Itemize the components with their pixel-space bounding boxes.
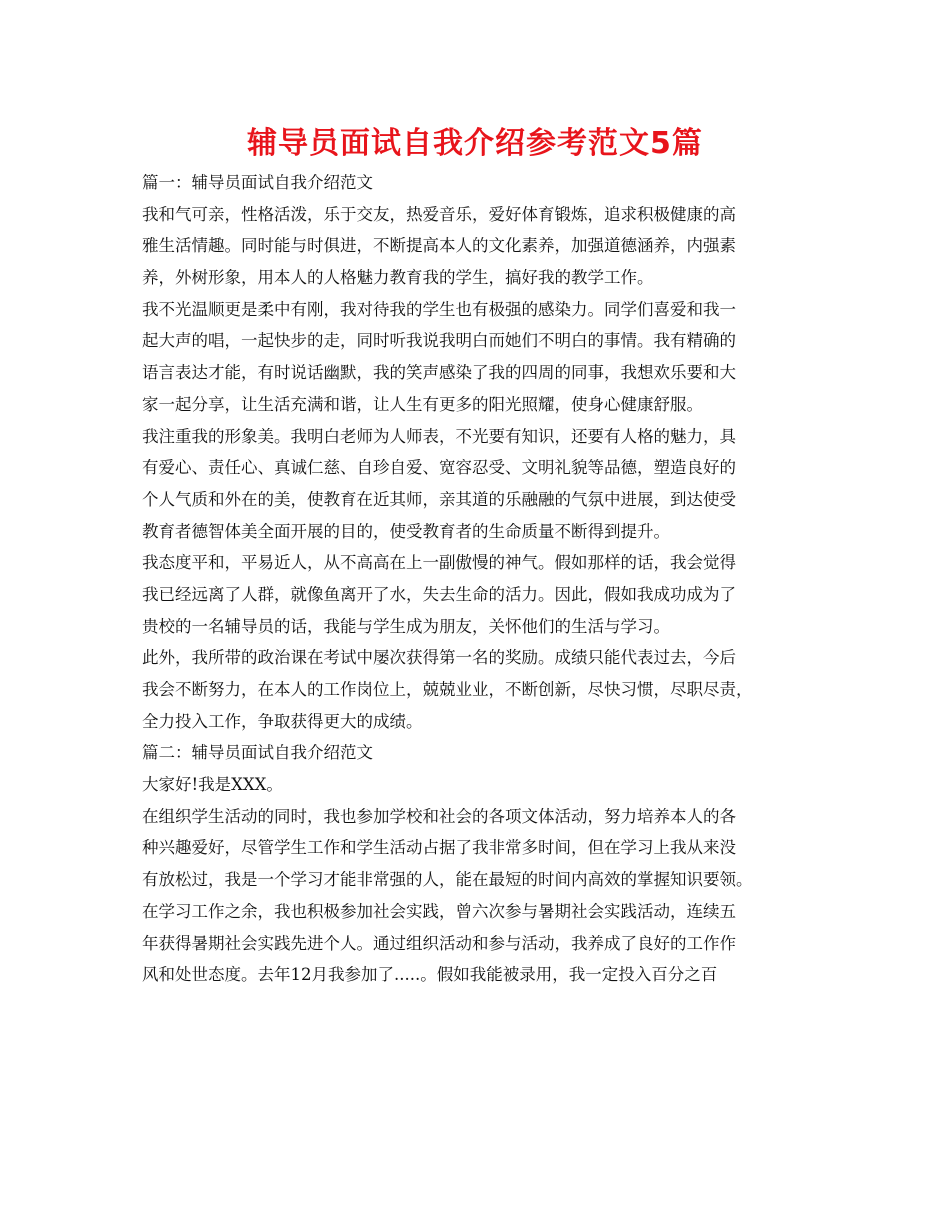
text-line: 风和处世态度。去年12月我参加了.....。假如我能被录用，我一定投入百分之百 [142,965,718,985]
text-line: 我会不断努力，在本人的工作岗位上，兢兢业业，不断创新，尽快习惯，尽职尽责， [142,680,753,699]
text-line: 教育者德智体美全面开展的目的，使受教育者的生命质量不断得到提升。 [142,521,670,541]
text-line: 雅生活情趣。同时能与时俱进，不断提高本人的文化素养，加强道德涵养，内强素 [142,236,736,256]
text-line: 我和气可亲，性格活泼，乐于交友，热爱音乐，爱好体育锻炼，追求积极健康的高 [142,204,736,224]
text-line: 大家好!我是XXX。 [142,775,283,795]
document-body [142,167,812,991]
text-line: 我态度平和，平易近人，从不高高在上一副傲慢的神气。假如那样的话，我会觉得 [142,553,736,573]
text-line: 种兴趣爱好，尽管学生工作和学生活动占据了我非常多时间，但在学习上我从来没 [142,838,736,858]
text-line: 篇二：辅导员面试自我介绍范文 [142,743,373,763]
text-line: 有爱心、责任心、真诚仁慈、自珍自爱、宽容忍受、文明礼貌等品德，塑造良好的 [142,458,736,478]
text-line: 年获得暑期社会实践先进个人。通过组织活动和参与活动，我养成了良好的工作作 [142,933,736,953]
text-line: 我注重我的形象美。我明白老师为人师表，不光要有知识，还要有人格的魅力，具 [142,426,736,446]
text-line: 起大声的唱，一起快步的走，同时听我说我明白而她们不明白的事情。我有精确的 [142,331,736,351]
text-line: 在组织学生活动的同时，我也参加学校和社会的各项文体活动，努力培养本人的各 [142,806,736,826]
text-line: 贵校的一名辅导员的话，我能与学生成为朋友，关怀他们的生活与学习。 [142,616,670,636]
text-line: 此外，我所带的政治课在考试中屡次获得第一名的奖励。成绩只能代表过去，今后 [142,648,736,668]
text-line: 养，外树形象，用本人的人格魅力教育我的学生，搞好我的教学工作。 [142,268,654,288]
text-line: 有放松过，我是一个学习才能非常强的人，能在最短的时间内高效的掌握知识要领。 [142,870,753,890]
text-line: 在学习工作之余，我也积极参加社会实践，曾六次参与暑期社会实践活动，连续五 [142,901,736,921]
text-line: 语言表达才能，有时说话幽默，我的笑声感染了我的四周的同事，我想欢乐要和大 [142,363,736,383]
document-title: 辅导员面试自我介绍参考范文5篇 [247,126,703,161]
text-line: 我不光温顺更是柔中有刚，我对待我的学生也有极强的感染力。同学们喜爱和我一 [142,299,736,319]
text-line: 家一起分享，让生活充满和谐，让人生有更多的阳光照耀，使身心健康舒服。 [142,394,703,414]
text-line: 个人气质和外在的美，使教育在近其师，亲其道的乐融融的气氛中进展，到达使受 [142,489,736,509]
text-line: 我已经远离了人群，就像鱼离开了水，失去生命的活力。因此，假如我成功成为了 [142,584,736,604]
text-line: 全力投入工作，争取获得更大的成绩。 [142,711,423,731]
text-line: 篇一：辅导员面试自我介绍范文 [142,173,373,192]
